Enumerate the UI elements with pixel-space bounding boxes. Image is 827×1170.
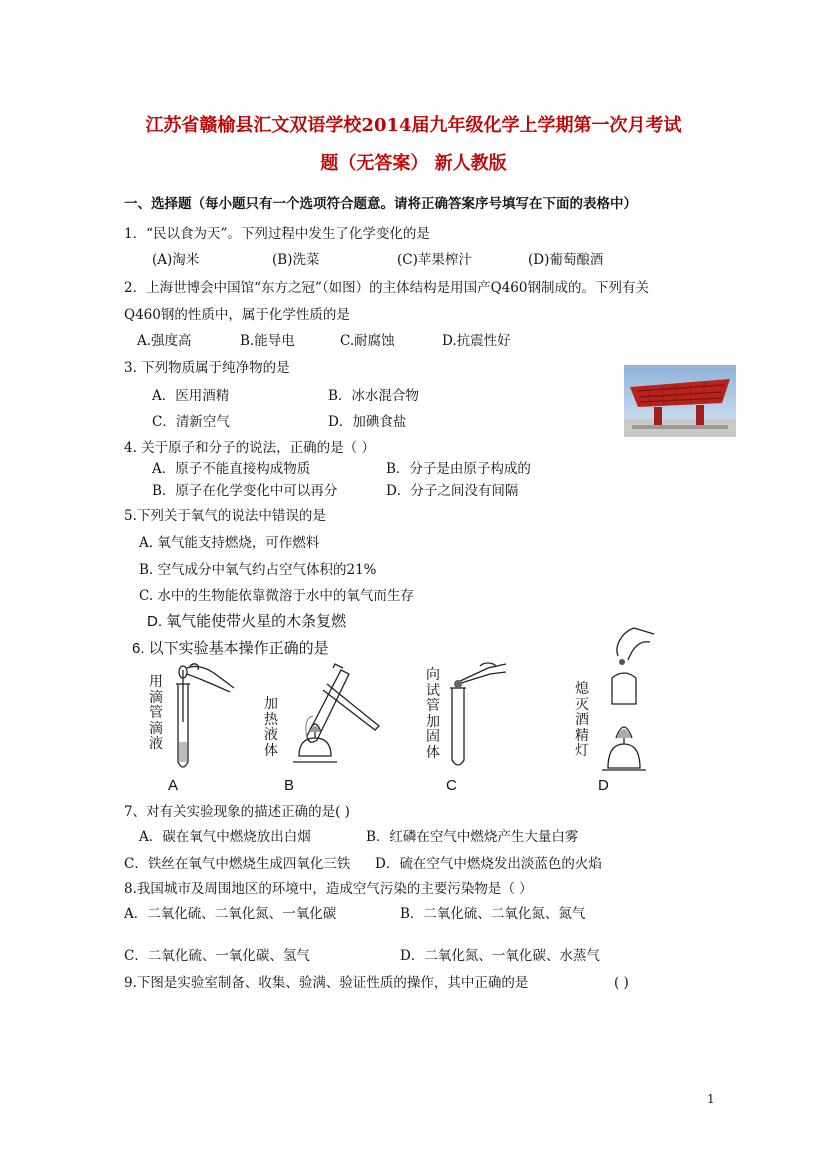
q8-option-a: A．二氧化硫、二氧化氮、一氧化碳 [124,906,337,922]
q2-option-d: D.抗震性好 [442,333,511,349]
extinguish-lamp-figure [588,620,664,776]
q4-option-c: B．原子在化学变化中可以再分 [152,483,338,499]
q5-option-a: A. 氧气能支持燃烧，可作燃料 [139,535,320,551]
q2-option-a: A.强度高 [137,333,192,349]
q4-option-a: A．原子不能直接构成物质 [152,461,311,477]
adding-solid-figure [440,662,510,774]
q6-letter-d: D [598,777,609,794]
china-pavilion-photo [624,365,736,437]
q7-stem: 7、对有关实验现象的描述正确的是( ) [124,804,350,820]
q2-option-b: B.能导电 [240,333,295,349]
q1-option-c: (C)苹果榨汁 [397,252,472,268]
q6-label-b: 加热液体 [264,696,278,759]
q3-stem: 3. 下列物质属于纯净物的是 [124,360,290,376]
q7-option-a: A．碳在氧气中燃烧放出白烟 [139,829,311,845]
q3-option-b: B．冰水混合物 [328,388,419,404]
q2-option-c: C.耐腐蚀 [340,333,395,349]
q2-stem-line2: Q460钢的性质中，属于化学性质的是 [124,307,350,323]
q1-option-d: (D)葡萄酿酒 [528,252,604,268]
page-number: 1 [707,1092,715,1106]
q6-letter-a: A [168,777,179,794]
q8-option-c: C．二氧化硫、一氧化碳、氢气 [124,948,310,964]
q2-stem-line1: 2．上海世博会中国馆“东方之冠”（如图）的主体结构是用国产Q460钢制成的。下列有关 [124,280,649,296]
q7-option-b: B．红磷在空气中燃烧产生大量白雾 [366,829,579,845]
q7-option-c: C．铁丝在氧气中燃烧生成四氧化三铁 [124,856,351,872]
heating-liquid-figure [283,658,383,776]
q4-option-b: B．分子是由原子构成的 [386,461,531,477]
q8-option-b: B．二氧化硫、二氧化氮、氮气 [400,906,586,922]
q6-label-a: 用滴管滴液 [149,674,163,752]
q8-option-d: D．二氧化氮、一氧化碳、水蒸气 [400,948,600,964]
dropper-test-tube-figure [168,662,240,780]
q9-answer-paren: ( ) [614,975,629,991]
q6-label-d: 熄灭酒精灯 [575,681,589,759]
q1-option-a: (A)淘米 [152,252,200,268]
q6-label-c: 向试管加固体 [426,667,440,761]
q5-option-d: D. 氧气能使带火星的木条复燃 [147,613,347,630]
q5-option-c: C. 水中的生物能依靠微溶于水中的氧气而生存 [139,588,414,604]
q6-letter-b: B [284,777,295,794]
title-line-1: 江苏省赣榆县汇文双语学校2014届九年级化学上学期第一次月考试 [145,115,682,136]
q1-option-b: (B)洗菜 [272,252,320,268]
q9-stem: 9.下图是实验室制备、收集、验满、验证性质的操作，其中正确的是 [124,975,529,991]
q3-option-d: D．加碘食盐 [328,414,407,430]
q6-letter-c: C [446,777,457,794]
q4-stem: 4. 关于原子和分子的说法，正确的是（ ） [124,440,375,456]
q7-option-d: D．硫在空气中燃烧发出淡蓝色的火焰 [375,856,602,872]
q8-stem: 8.我国城市及周围地区的环境中，造成空气污染的主要污染物是（ ） [124,881,533,897]
title-line-2: 题（无答案） 新人教版 [320,153,507,174]
q6-stem: 6. 以下实验基本操作正确的是 [132,640,329,657]
q1-stem: 1．“民以食为天”。下列过程中发生了化学变化的是 [124,226,430,242]
q3-option-a: A．医用酒精 [152,388,230,404]
q4-option-d: D．分子之间没有间隔 [386,483,519,499]
q5-stem: 5.下列关于氧气的说法中错误的是 [124,508,326,524]
q3-option-c: C．清新空气 [152,414,230,430]
q5-option-b: B. 空气成分中氧气约占空气体积的21% [139,562,377,578]
section-heading: 一、选择题（每小题只有一个选项符合题意。请将正确答案序号填写在下面的表格中） [124,196,637,212]
